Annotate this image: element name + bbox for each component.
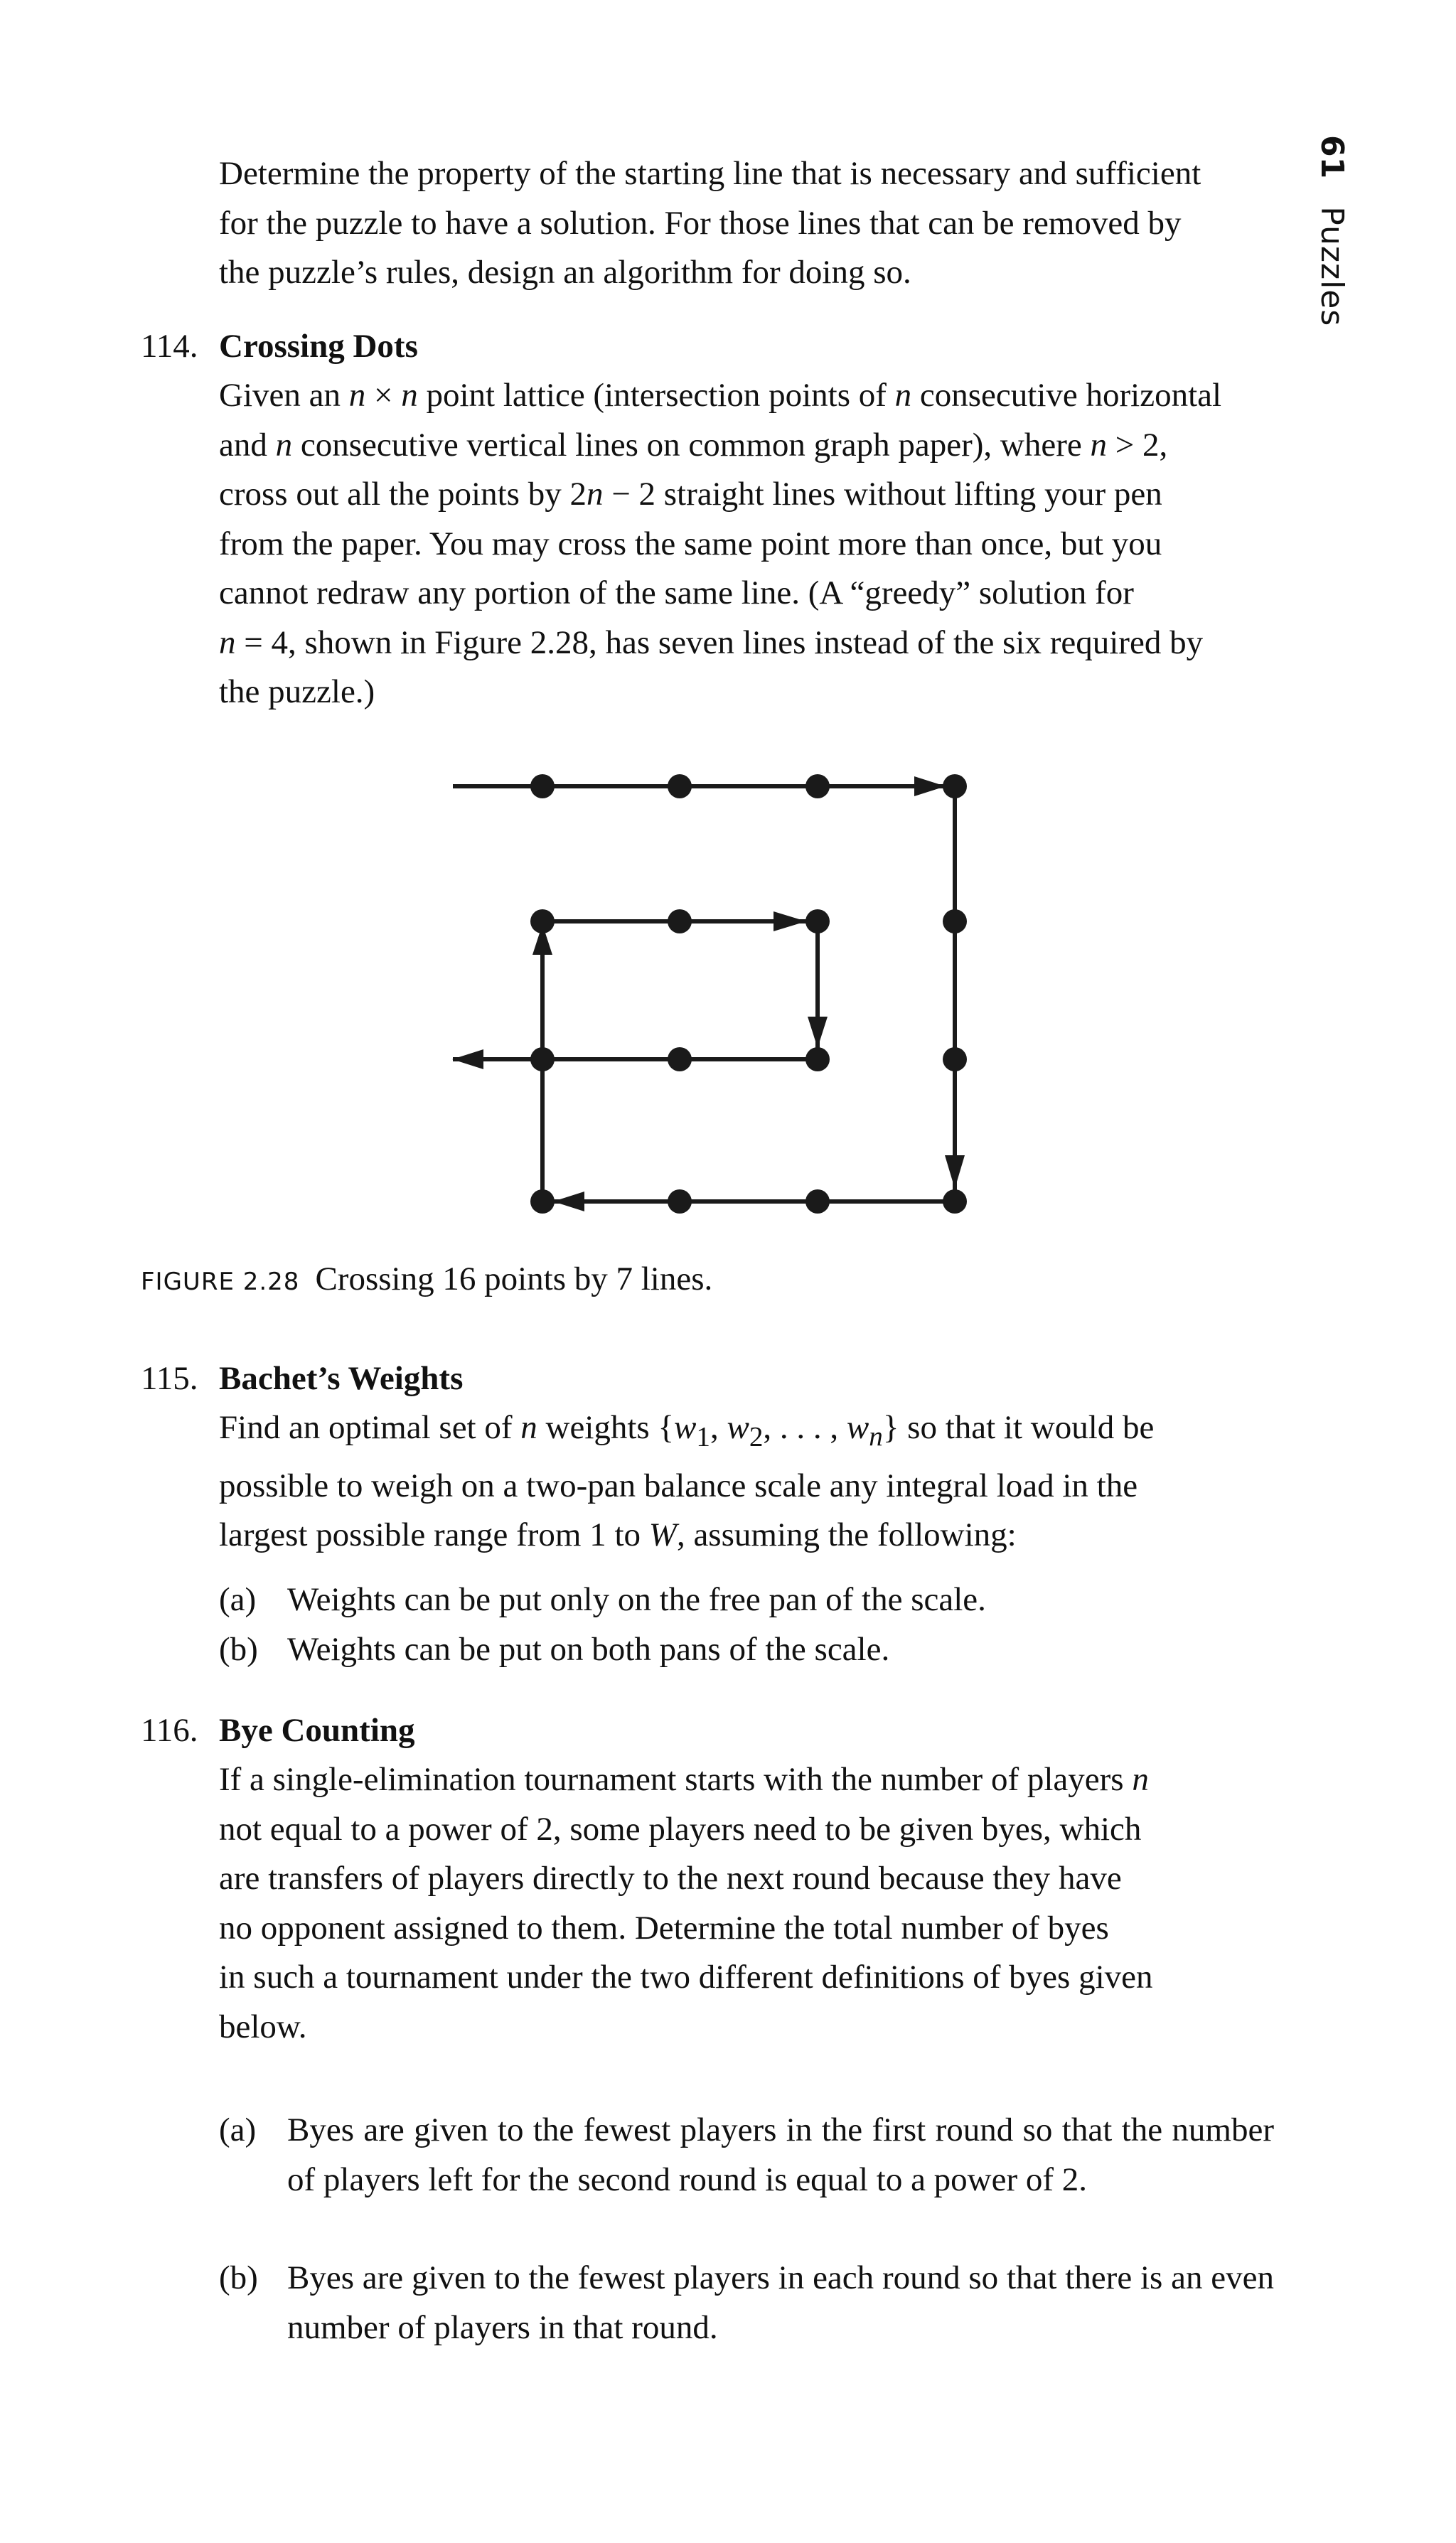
text-run: the puzzle.) — [219, 673, 375, 710]
text-run: cross out all the points by 2 — [219, 476, 587, 513]
lattice-dot — [668, 1189, 692, 1214]
problem-116-part-b — [219, 2254, 1274, 2352]
text-run: possible to weigh on a two-pan balance scale any integral load in the — [219, 1467, 1138, 1504]
lattice-dot — [530, 774, 555, 798]
text-run: If a single-elimination tournament starts with the number of players — [219, 1761, 1133, 1798]
math-var: n — [894, 377, 912, 414]
math-var: w — [846, 1409, 869, 1446]
math-var: n — [219, 623, 236, 661]
part-label: (a) — [219, 1581, 257, 1618]
problem-number: 115. — [141, 1360, 198, 1397]
section-title: Puzzles — [1314, 206, 1350, 327]
problem-115-body — [219, 1403, 1274, 1560]
part-label: (b) — [219, 1631, 258, 1668]
text-run: in such a tournament under the two different definitions of byes given — [219, 1959, 1153, 1996]
lattice-dot — [943, 909, 967, 933]
lattice-dot — [668, 909, 692, 933]
text-run: × — [365, 377, 402, 414]
problem-title: Crossing Dots — [219, 328, 418, 365]
figure-caption — [141, 1255, 712, 1307]
math-var: n — [586, 476, 604, 513]
lattice-dot — [530, 1047, 555, 1071]
part-text: Byes are given to the fewest players in the first round so that the number of players left for the second round is equal to a power of 2. — [287, 2111, 1274, 2198]
problem-116-part-a — [219, 2106, 1274, 2205]
part-text: Byes are given to the fewest players in each round so that there is an even number of players in that round. — [287, 2259, 1274, 2346]
arrowhead — [452, 1049, 483, 1069]
text-run: − 2 straight lines without lifting your pen — [603, 476, 1162, 513]
math-var: n — [275, 426, 293, 464]
problem-114-heading — [141, 322, 418, 372]
figure-label: FIGURE 2.28 — [141, 1268, 300, 1296]
text-run: Find an optimal set of — [219, 1409, 521, 1446]
text-run: no opponent assigned to them. Determine the total number of byes — [219, 1909, 1109, 1947]
part-text: Weights can be put only on the free pan of the scale. — [287, 1581, 986, 1618]
text-run: consecutive vertical lines on common graph paper), where — [292, 426, 1091, 464]
problem-115-part-b — [219, 1625, 1274, 1675]
text-run: } so that it would be — [882, 1409, 1155, 1446]
lattice-dot — [805, 774, 830, 798]
part-text: Weights can be put on both pans of the scale. — [287, 1631, 890, 1668]
text-run: > 2, — [1106, 426, 1168, 464]
caption-text: Crossing 16 points by 7 lines. — [315, 1260, 713, 1297]
text-run: largest possible range from 1 to — [219, 1516, 649, 1554]
math-var: w — [727, 1409, 749, 1446]
subscript: n — [869, 1421, 883, 1452]
text-run: below. — [219, 2008, 307, 2045]
problem-115-heading — [141, 1354, 463, 1404]
math-var: w — [674, 1409, 697, 1446]
lattice-dot — [805, 909, 830, 933]
lattice-dot — [668, 774, 692, 798]
part-label: (b) — [219, 2259, 258, 2296]
page-number: 61 — [1314, 135, 1350, 179]
math-var: n — [348, 377, 366, 414]
text-run: point lattice (intersection points of — [417, 377, 895, 414]
part-label: (a) — [219, 2111, 257, 2148]
subscript: 1 — [696, 1421, 710, 1452]
text-run: , — [710, 1409, 727, 1446]
intro-line: the puzzle’s rules, design an algorithm for doing so. — [219, 254, 911, 291]
lattice-dot — [530, 1189, 555, 1214]
arrowhead — [914, 776, 946, 796]
lattice-dot — [943, 1189, 967, 1214]
math-var: n — [401, 377, 418, 414]
problem-116-heading — [141, 1706, 415, 1756]
text-run: cannot redraw any portion of the same line. (A “greedy” solution for — [219, 574, 1134, 611]
arrowhead — [774, 911, 806, 931]
lattice-dot — [530, 909, 555, 933]
text-run: are transfers of players directly to the next round because they have — [219, 1860, 1122, 1897]
text-run: = 4, shown in Figure 2.28, has seven lines instead of the six required by — [235, 623, 1204, 661]
problem-115-part-a — [219, 1575, 1274, 1625]
lattice-dot — [805, 1189, 830, 1214]
lattice-dot — [668, 1047, 692, 1071]
arrowhead — [945, 1155, 965, 1189]
problem-116-body — [219, 1755, 1274, 2052]
text-run: and — [219, 426, 276, 464]
text-run: consecutive horizontal — [911, 377, 1222, 414]
text-run: , assuming the following: — [676, 1516, 1017, 1554]
arrowhead — [553, 1192, 584, 1211]
problem-114-body — [219, 371, 1274, 717]
intro-line: Determine the property of the starting line that is necessary and sufficient — [219, 155, 1201, 192]
running-head — [1314, 135, 1350, 327]
intro-line: for the puzzle to have a solution. For those lines that can be removed by — [219, 204, 1182, 242]
math-var: n — [1090, 426, 1107, 464]
problem-title: Bye Counting — [219, 1712, 415, 1749]
subscript: 2 — [749, 1421, 764, 1452]
text-run: , . . . , — [763, 1409, 847, 1446]
lattice-dot — [805, 1047, 830, 1071]
problem-number: 114. — [141, 328, 198, 365]
problem-title: Bachet’s Weights — [219, 1360, 464, 1397]
lattice-dot — [943, 774, 967, 798]
arrowhead — [808, 1017, 828, 1048]
intro-paragraph — [219, 149, 1274, 298]
lattice-dot — [943, 1047, 967, 1071]
math-var: W — [648, 1516, 677, 1554]
problem-number: 116. — [141, 1712, 198, 1749]
text-run: Given an — [219, 377, 349, 414]
text-run: not equal to a power of 2, some players need to be given byes, which — [219, 1810, 1142, 1848]
text-run: weights { — [537, 1409, 675, 1446]
math-var: n — [520, 1409, 537, 1446]
text-run: from the paper. You may cross the same point more than once, but you — [219, 525, 1162, 562]
math-var: n — [1132, 1761, 1149, 1798]
crossing-dots-figure — [441, 754, 1010, 1223]
